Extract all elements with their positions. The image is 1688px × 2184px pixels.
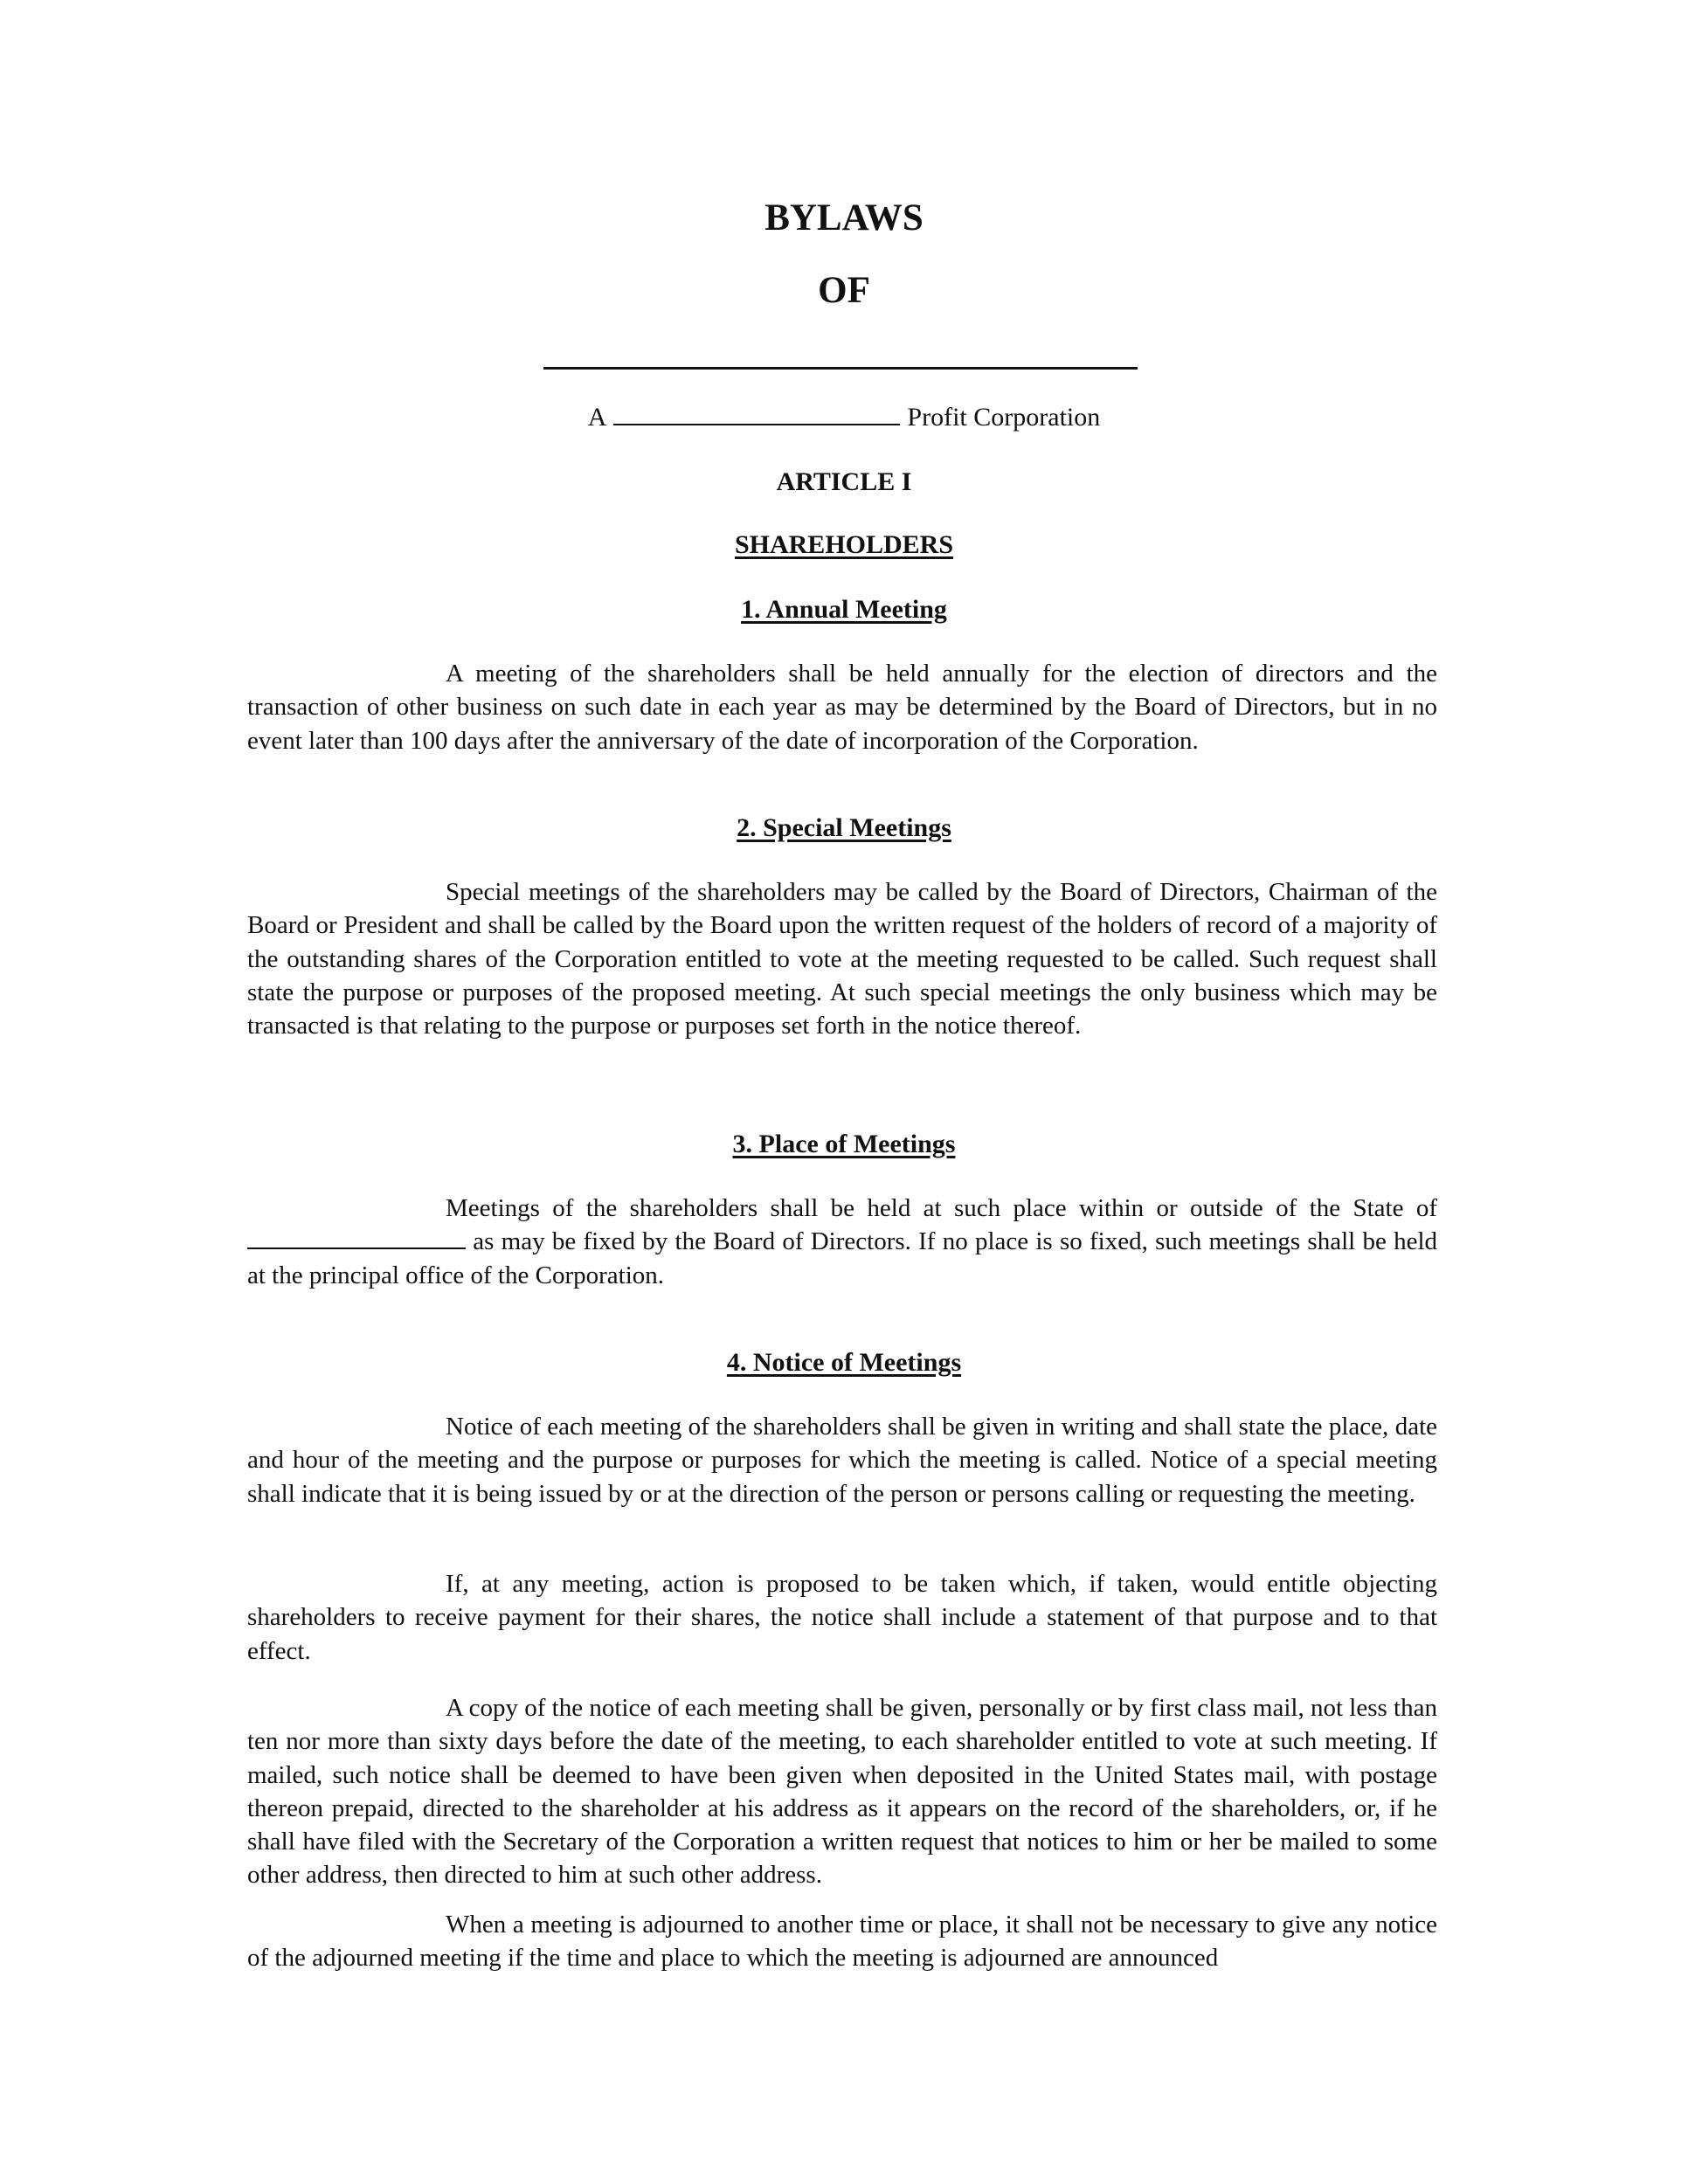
paragraph-special-meetings: Special meetings of the shareholders may be called by the Board of Directors, Chairman of the Board or President and shall be called by the Board upon the written request of the holders of record of a majority of the outstanding shares of the Corporation entitled to vote at the meeting requested to be called. Such request shall state the purpose or purposes of the proposed meeting. At such special meetings the only business which may be transacted is that relating to the purpose or purposes set forth in the notice thereof. — [247, 878, 1437, 1040]
section-heading-annual-meeting: 1. Annual Meeting — [741, 595, 947, 624]
article-heading: SHAREHOLDERS — [734, 530, 954, 559]
subtitle-suffix: Profit Corporation — [907, 403, 1101, 432]
document-title: BYLAWS — [764, 197, 924, 238]
state-blank — [613, 401, 900, 425]
section-heading-place-of-meetings: 3. Place of Meetings — [732, 1130, 956, 1158]
place-text-after: as may be fixed by the Board of Directors. If no place is so fixed, such meetings shall be held at the principal office of the Corporation. — [247, 1227, 1438, 1289]
article-label: ARTICLE I — [776, 467, 912, 496]
state-name-blank — [247, 1227, 466, 1249]
paragraph-notice-2: If, at any meeting, action is proposed to be taken which, if taken, would entitle objecting shareholders to receive payment for their shares, the notice shall include a statement of that purpose and to that effect. — [247, 1570, 1437, 1665]
section-heading-notice-of-meetings: 4. Notice of Meetings — [726, 1348, 962, 1377]
subtitle-prefix: A — [587, 403, 607, 432]
paragraph-notice-4: When a meeting is adjourned to another time or place, it shall not be necessary to give any notice of the adjourned meeting if the time and place to which the meeting is adjourned are announced — [247, 1911, 1437, 1973]
section-heading-special-meetings: 2. Special Meetings — [737, 813, 951, 842]
corporation-name-blank — [543, 367, 1138, 370]
paragraph-notice-3: A copy of the notice of each meeting shall be given, personally or by first class mail, not less than ten nor more than sixty days before the date of the meeting, to each shareholder entitled to vote at such meeting. If mailed, such notice shall be deemed to have been given when deposited in the United States mail, with postage thereon prepaid, directed to the shareholder at his address as it appears on the record of the shareholders, or, if he shall have filed with the Secretary of the Corporation a written request that notices to him or her be mailed to some other address, then directed to him at such other address. — [247, 1694, 1437, 1890]
document-title-of: OF — [818, 270, 870, 311]
paragraph-annual-meeting: A meeting of the shareholders shall be held annually for the election of directors and the transaction of other business on such date in each year as may be determined by the Board of Directors, but in no event later than 100 days after the anniversary of the date of incorporation of the Corporation. — [247, 660, 1437, 755]
place-text-before: Meetings of the shareholders shall be held at such place within or outside of the State of — [446, 1194, 1437, 1222]
corporation-type-line — [0, 400, 1688, 435]
paragraph-notice-1: Notice of each meeting of the shareholders shall be given in writing and shall state the place, date and hour of the meeting and the purpose or purposes for which the meeting is called. Notice of a special meeting shall indicate that it is being issued by or at the direction of the person or persons calling or requesting the meeting. — [247, 1413, 1437, 1508]
paragraph-place-of-meetings — [247, 1192, 1437, 1292]
